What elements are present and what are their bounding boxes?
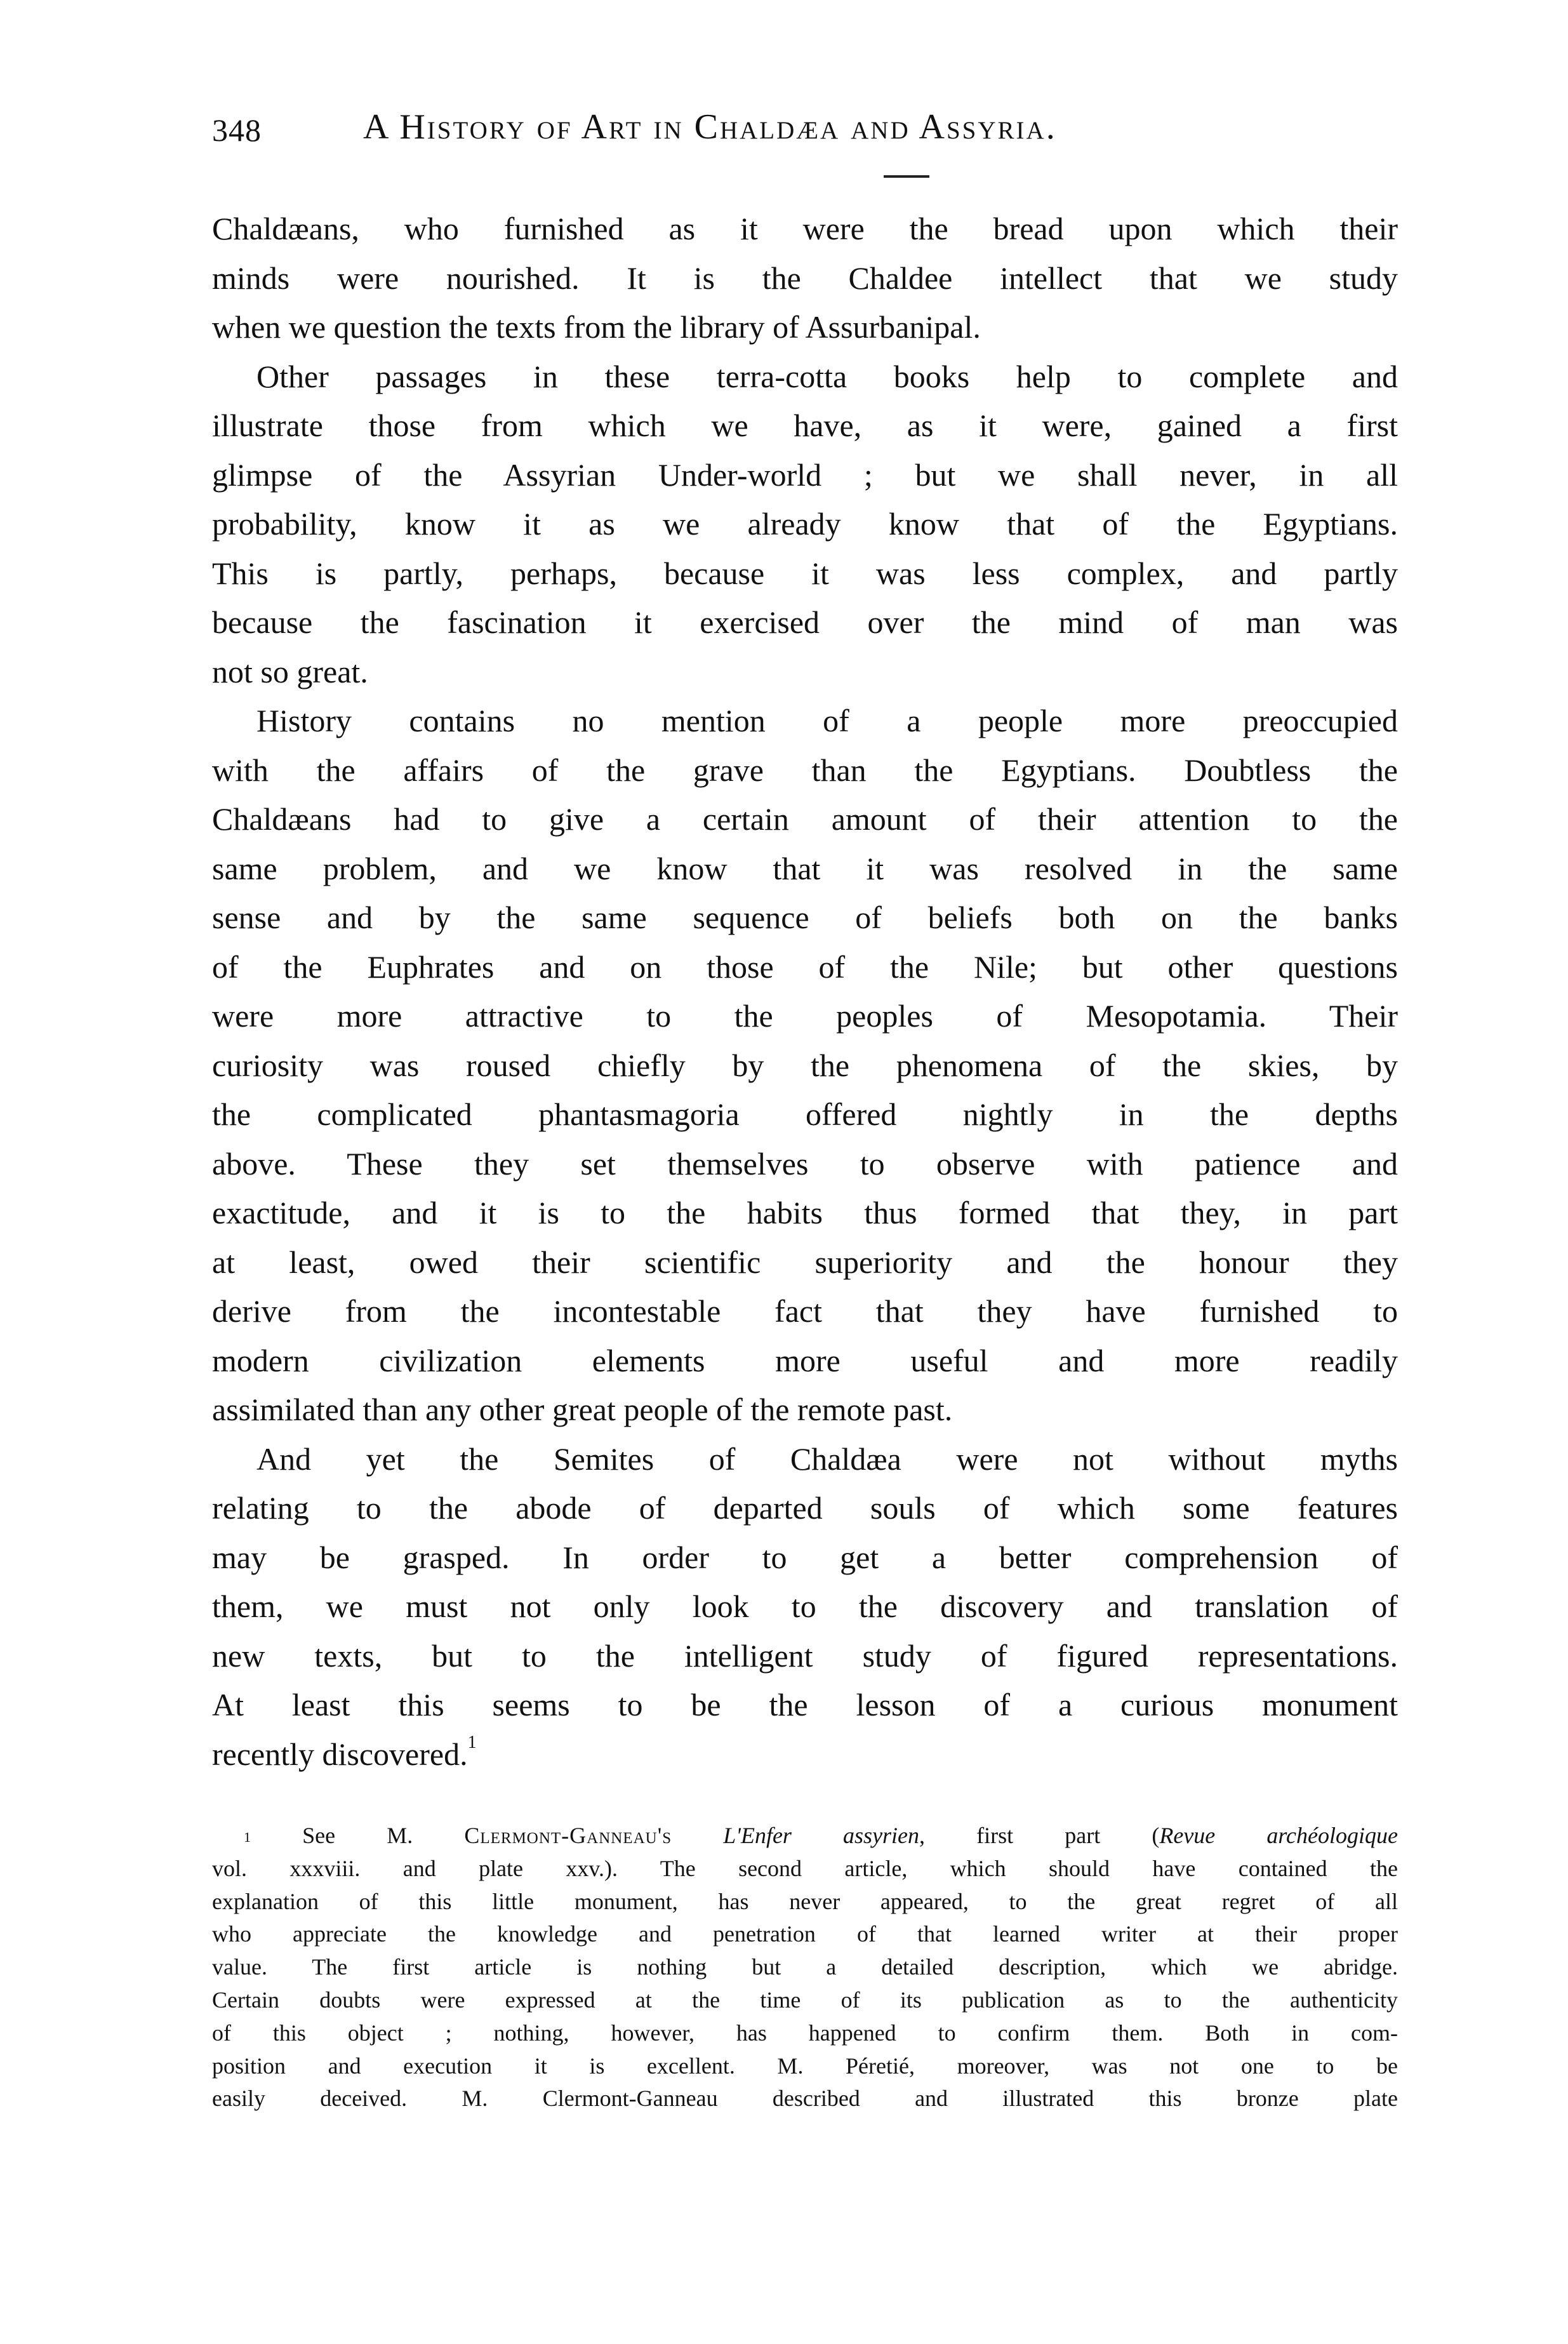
main-text	[212, 204, 1398, 1779]
text-line: exactitude, and it is to the habits thus formed that they, in part	[212, 1195, 1398, 1230]
text-line: them, we must not only look to the discovery and translation of	[212, 1588, 1398, 1624]
text-line: relating to the abode of departed souls of which some features	[212, 1490, 1398, 1526]
text-line: same problem, and we know that it was resolved in the same	[212, 850, 1398, 886]
text-line: Chaldæans, who furnished as it were the bread upon which their	[212, 211, 1398, 246]
text-line: assimilated than any other great people of the remote past.	[212, 1392, 953, 1427]
text-line: modern civilization elements more useful and more readily	[212, 1342, 1398, 1378]
running-header	[212, 107, 1399, 157]
footnote-line: Certain doubts were expressed at the time of its publication as to the authenticity	[212, 1987, 1398, 2013]
work-title: L'Enfer assyrien	[723, 1823, 920, 1848]
footnote-text: See M.	[302, 1823, 465, 1848]
paragraph-start-line: History contains no mention of a people more preoccupied	[256, 703, 1398, 738]
text-line: new texts, but to the intelligent study of figured representations.	[212, 1637, 1398, 1674]
text-line: This is partly, perhaps, because it was less complex, and partly	[212, 555, 1398, 591]
text-line: minds were nourished. It is the Chaldee intellect that we study	[212, 260, 1398, 296]
footnote-marker: 1	[244, 1829, 251, 1845]
footnote-line: explanation of this little monument, has never appeared, to the great regret of all	[212, 1888, 1398, 1914]
footnote-line: vol. xxxviii. and plate xxv.). The second article, which should have contained the	[212, 1855, 1398, 1881]
paragraph-start-line: And yet the Semites of Chaldæa were not without myths	[256, 1441, 1398, 1477]
footnote-line: of this object ; nothing, however, has happened to confirm them. Both in com-	[212, 2020, 1398, 2046]
text-line: because the fascination it exercised over the mind of man was	[212, 604, 1398, 640]
footnote-text: , first part (	[919, 1823, 1160, 1848]
text-line: may be grasped. In order to get a better comprehension of	[212, 1539, 1398, 1575]
text-line: were more attractive to the peoples of Mesopotamia. Their	[212, 998, 1398, 1034]
text-line: Chaldæans had to give a certain amount of their attention to the	[212, 801, 1398, 837]
footnote-line: value. The first article is nothing but a detailed description, which we abridge.	[212, 1954, 1398, 1980]
footnote-line: position and execution it is excellent. M. Péretié, moreover, was not one to be	[212, 2053, 1398, 2079]
text-line: probability, know it as we already know that of the Egyptians.	[212, 506, 1398, 542]
journal-title: Revue archéologique	[1159, 1823, 1398, 1848]
page-number: 348	[212, 112, 262, 148]
text-line: when we question the texts from the library of Assurbanipal.	[212, 309, 981, 345]
text-line: above. These they set themselves to observe with patience and	[212, 1145, 1398, 1182]
paragraph-start-line: Other passages in these terra-cotta books help to complete and	[256, 358, 1398, 394]
text-line: glimpse of the Assyrian Under-world ; but we shall never, in all	[212, 456, 1398, 493]
text-line: not so great.	[212, 653, 368, 689]
running-title: A History of Art in Chaldæa and Assyria.	[363, 107, 1057, 147]
text-line: at least, owed their scientific superiority and the honour they	[212, 1244, 1398, 1280]
header-rule	[884, 175, 929, 178]
text-line: sense and by the same sequence of beliefs both on the banks	[212, 900, 1398, 935]
text-line: At least this seems to be the lesson of a curious monument	[212, 1687, 1398, 1722]
footnote-line: who appreciate the knowledge and penetration of that learned writer at their proper	[212, 1921, 1398, 1947]
text-line: derive from the incontestable fact that they have furnished to	[212, 1293, 1398, 1329]
text-line: curiosity was roused chiefly by the phenomena of the skies, by	[212, 1047, 1398, 1083]
author-name: Clermont-Ganneau's	[464, 1823, 672, 1848]
footnote-reference[interactable]: 1	[467, 1732, 477, 1752]
text-line-final	[212, 1730, 1398, 1780]
text-line-content: recently discovered.	[212, 1736, 468, 1772]
footnotes	[212, 1820, 1398, 2115]
text-line: illustrate those from which we have, as it were, gained a first	[212, 408, 1398, 443]
footnote-line: easily deceived. M. Clermont-Ganneau described and illustrated this bronze plate	[212, 2086, 1398, 2112]
text-line: with the affairs of the grave than the Egyptians. Doubtless the	[212, 752, 1398, 788]
text-line: of the Euphrates and on those of the Nile; but other questions	[212, 949, 1398, 985]
text-line: the complicated phantasmagoria offered nightly in the depths	[212, 1096, 1398, 1132]
footnote-first-line	[212, 1820, 1398, 1853]
